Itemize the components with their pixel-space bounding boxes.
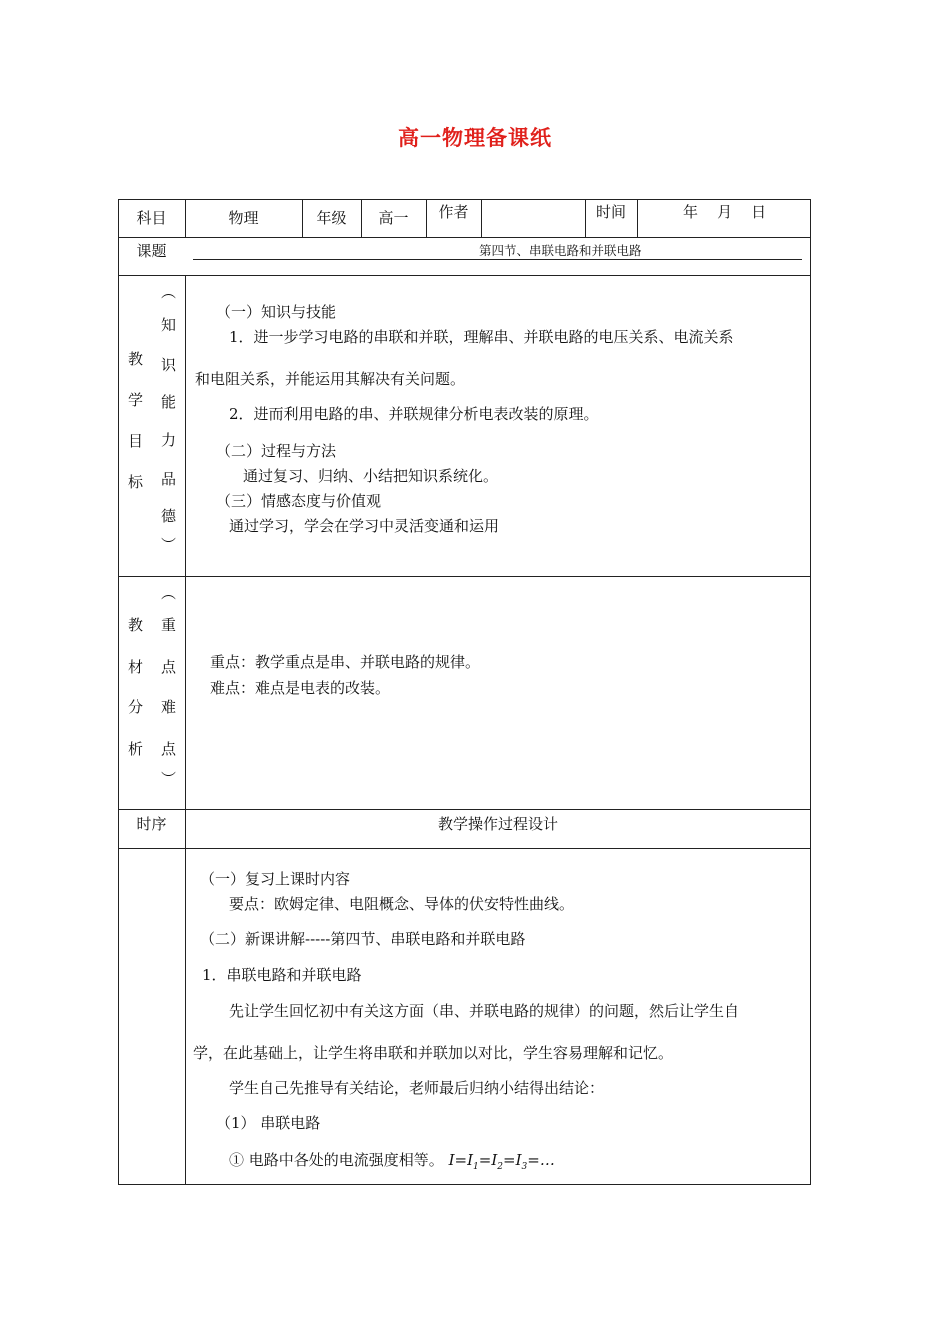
goals-line: 和电阻关系，并能运用其解决有关问题。	[195, 370, 466, 388]
row-divider	[118, 809, 811, 810]
goals-sub-char: 品	[161, 470, 177, 488]
process-line: 学，在此基础上，让学生将串联和并联加以对比，学生容易理解和记忆。	[193, 1044, 674, 1062]
time-label: 时间	[595, 203, 626, 221]
analysis-sub-char: 重	[161, 616, 177, 634]
page-title: 高一物理备课纸	[398, 125, 552, 150]
row-divider	[118, 275, 811, 276]
goals-sub-char: 能	[161, 393, 177, 411]
process-line: （一）复习上课时内容	[200, 870, 351, 888]
goals-line: 2．进而利用电路的串、并联规律分析电表改装的原理。	[229, 405, 599, 423]
col-divider	[637, 199, 638, 237]
analysis-sub-char: 点	[161, 658, 177, 676]
row-divider	[118, 848, 811, 849]
goals-line: （二）过程与方法	[216, 442, 337, 460]
design-label: 教学操作过程设计	[437, 815, 558, 833]
grade-label: 年级	[316, 209, 347, 227]
goals-label-char: 教	[128, 350, 144, 368]
analysis-label-char: 材	[128, 658, 144, 676]
goals-line: （一）知识与技能	[216, 303, 337, 321]
goals-sub-char: 知	[161, 316, 177, 334]
grade-value: 高一	[378, 209, 409, 227]
goals-sub-char: 德	[161, 507, 177, 525]
process-line: （二）新课讲解-----第四节、串联电路和并联电路	[200, 930, 526, 948]
subject-label: 科目	[136, 209, 167, 227]
topic-underline	[193, 259, 802, 260]
goals-line: （三）情感态度与价值观	[216, 492, 382, 510]
analysis-sub-char: 点	[161, 740, 177, 758]
goals-label-char: 标	[128, 473, 144, 491]
author-label: 作者	[438, 203, 469, 221]
difficult-point: 难点：难点是电表的改装。	[210, 679, 391, 697]
key-point: 重点：教学重点是串、并联电路的规律。	[210, 653, 481, 671]
analysis-sub-char: 难	[161, 698, 177, 716]
series-current-rule: ① 电路中各处的电流强度相等。	[229, 1151, 444, 1169]
goals-line: 通过学习，学会在学习中灵活变通和运用	[229, 517, 500, 535]
process-line: 学生自己先推导有关结论，老师最后归纳小结得出结论：	[229, 1079, 605, 1097]
row-divider	[118, 576, 811, 577]
analysis-sub-char: ︶	[161, 770, 177, 788]
process-line	[229, 1153, 555, 1172]
goals-label-char: 学	[128, 391, 144, 409]
goals-label-char: 目	[128, 432, 144, 450]
analysis-label-char: 析	[128, 740, 144, 758]
time-order-label: 时序	[136, 815, 167, 833]
topic-label: 课题	[136, 242, 167, 260]
goals-line: 1．进一步学习电路的串联和并联，理解串、并联电路的电压关系、电流关系	[229, 328, 734, 346]
col-divider	[185, 275, 186, 1185]
analysis-label-char: 分	[128, 698, 144, 716]
goals-sub-char: ︵	[161, 283, 177, 301]
process-line: （1） 串联电路	[216, 1114, 321, 1132]
col-divider	[481, 199, 482, 237]
process-line: 1．串联电路和并联电路	[202, 966, 362, 984]
topic-value: 第四节、串联电路和并联电路	[479, 243, 642, 258]
analysis-sub-char: ︵	[161, 584, 177, 602]
goals-sub-char: 识	[161, 356, 177, 374]
current-formula: $I=I_1=I_2=I_3=\dots$	[448, 1151, 555, 1172]
subject-value: 物理	[228, 209, 259, 227]
goals-sub-char: ︶	[161, 536, 177, 554]
goals-sub-char: 力	[161, 431, 177, 449]
row-divider	[118, 237, 811, 238]
goals-line: 通过复习、归纳、小结把知识系统化。	[243, 467, 499, 485]
process-line: 先让学生回忆初中有关这方面（串、并联电路的规律）的问题，然后让学生自	[229, 1002, 740, 1020]
process-line: 要点：欧姆定律、电阻概念、导体的伏安特性曲线。	[229, 895, 575, 913]
analysis-label-char: 教	[128, 616, 144, 634]
date-text: 年 月 日	[683, 203, 767, 221]
